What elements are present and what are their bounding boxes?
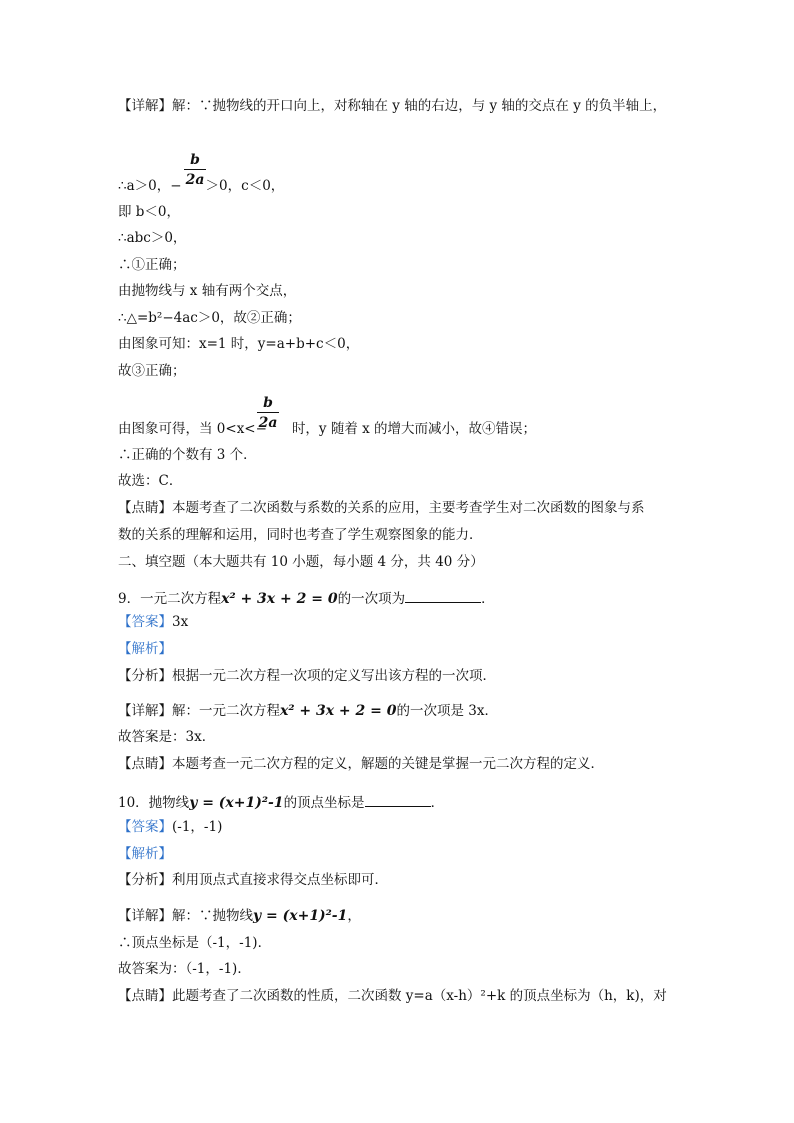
line-2-part-b: ＞0，c＜0， <box>205 178 285 194</box>
fraction-denominator: 2a <box>258 415 278 431</box>
detail-10-text-b: ， <box>347 908 361 924</box>
conclusion-10: 故答案为：（-1，-1)． <box>118 961 251 977</box>
question-9-equation: x² + 3x + 2 = 0 <box>221 591 338 607</box>
detail-line-2 <box>118 177 284 195</box>
detail-10-text-a: 【详解】解：∵抛物线 <box>118 908 253 924</box>
detail-9 <box>118 702 498 720</box>
comment-9: 【点睛】本题考查一元二次方程的定义，解题的关键是掌握一元二次方程的定义． <box>118 756 604 772</box>
detail-line-10 <box>118 420 536 438</box>
detail-line-4: ∴abc＞0， <box>118 230 187 246</box>
answer-tag: 【答案】 <box>118 614 172 630</box>
question-10-text-b: 的顶点坐标是 <box>283 795 365 811</box>
detail-line-8: 由图象可知：x=1 时，y=a+b+c＜0， <box>118 336 360 352</box>
answer-9-value: 3x <box>172 614 189 630</box>
question-9 <box>118 588 495 608</box>
detail-line-1: 【详解】解：∵抛物线的开口向上，对称轴在 y 轴的右边，与 y 轴的交点在 y 的负半轴上， <box>118 98 667 114</box>
fraction-numerator: b <box>190 152 200 168</box>
detail-10 <box>118 907 361 925</box>
detail-9-equation: x² + 3x + 2 = 0 <box>280 703 397 719</box>
fraction-numerator: b <box>263 395 273 411</box>
analysis-10: 【分析】利用顶点式直接求得交点坐标即可． <box>118 872 388 888</box>
question-10 <box>118 792 444 812</box>
answer-10-value: (-1，-1) <box>172 819 223 835</box>
answer-9 <box>118 613 188 631</box>
fraction-bar <box>257 412 279 413</box>
fraction-denominator: 2a <box>185 172 205 188</box>
detail-line-6: 由抛物线与 x 轴有两个交点， <box>118 283 297 299</box>
detail-line-9: 故③正确； <box>118 363 186 379</box>
question-10-text-a: 10．抛物线 <box>118 795 190 811</box>
detail-9-text-a: 【详解】解：一元二次方程 <box>118 703 280 719</box>
answer-10 <box>118 818 222 836</box>
detail-line-7: ∴△=b²−4ac＞0，故②正确； <box>118 310 301 326</box>
conclusion-9: 故答案是：3x． <box>118 729 216 745</box>
detail-line-11: ∴正确的个数有 3 个． <box>118 447 257 463</box>
comment-line-1: 【点睛】本题考查了二次函数与系数的关系的应用，主要考查学生对二次函数的图象与系 <box>118 500 645 516</box>
line-10-part-a: 由图象可得，当 0<x<− <box>118 421 267 437</box>
question-9-text-b: 的一次项为 <box>337 591 406 607</box>
question-10-end: ． <box>430 795 445 811</box>
detail-10-equation: y = (x+1)²-1 <box>253 908 348 924</box>
question-9-end: ． <box>481 591 495 607</box>
detail-10-line-2: ∴顶点坐标是（-1，-1)． <box>118 935 272 951</box>
answer-blank <box>365 792 431 807</box>
detail-9-text-b: 的一次项是 3x． <box>396 703 498 719</box>
line-2-part-a: ∴a＞0，− <box>118 178 182 194</box>
detail-line-5: ∴①正确； <box>118 257 186 273</box>
comment-10: 【点睛】此题考查了二次函数的性质，二次函数 y=a（x-h）²+k 的顶点坐标为（h，k)，对 <box>118 988 667 1004</box>
answer-tag: 【答案】 <box>118 819 172 835</box>
detail-line-12: 故选：C． <box>118 473 183 489</box>
line-10-part-b: 时，y 随着 x 的增大而减小，故④错误； <box>291 421 537 437</box>
fraction-bar <box>184 169 206 170</box>
question-10-equation: y = (x+1)²-1 <box>189 795 284 811</box>
analysis-tag-10: 【解析】 <box>118 846 172 862</box>
comment-line-2: 数的关系的理解和运用，同时也考查了学生观察图象的能力． <box>118 527 483 543</box>
analysis-9: 【分析】根据一元二次方程一次项的定义写出该方程的一次项． <box>118 668 496 684</box>
analysis-tag-9: 【解析】 <box>118 641 172 657</box>
section-heading: 二、填空题（本大题共有 10 小题，每小题 4 分，共 40 分） <box>118 554 484 570</box>
answer-blank <box>405 588 481 603</box>
question-9-text-a: 9．一元二次方程 <box>118 591 222 607</box>
detail-line-3: 即 b＜0， <box>118 204 181 220</box>
